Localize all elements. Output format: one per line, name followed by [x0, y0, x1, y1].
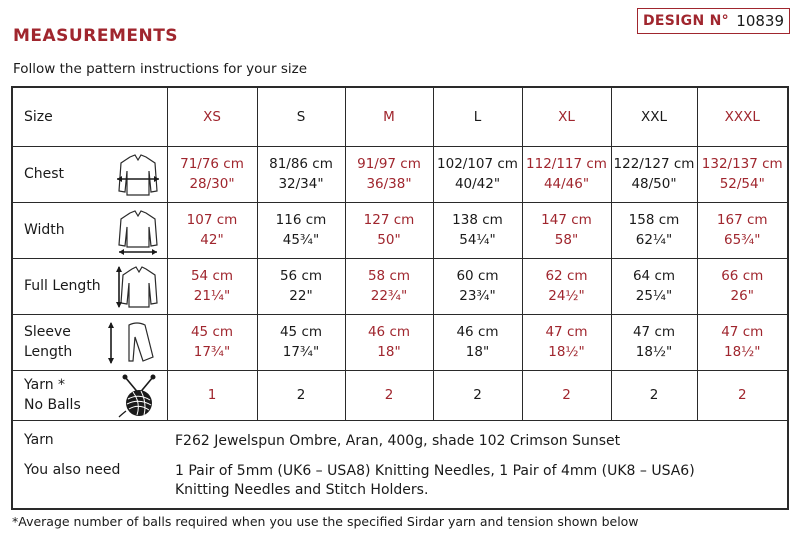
materials-section [13, 420, 787, 508]
size-cell [433, 88, 522, 146]
sleeve-length-cell [167, 314, 257, 370]
ball-count: 1 [207, 387, 217, 403]
cm-value: 46 cm [456, 324, 499, 340]
full-length-cell [433, 258, 522, 314]
size-cell [345, 88, 433, 146]
width-cell [611, 202, 697, 258]
cm-value: 147 cm [541, 212, 592, 228]
ball-count: 2 [562, 387, 571, 403]
yarn-balls-row [13, 370, 787, 420]
cm-value: 107 cm [186, 212, 238, 228]
width-cell [257, 202, 345, 258]
inch-value: 21¼" [193, 288, 231, 304]
size-cell [167, 88, 257, 146]
width-measure-icon [113, 207, 163, 255]
inch-value: 18" [465, 344, 490, 360]
inch-value: 26" [730, 288, 754, 304]
size-row [13, 88, 787, 146]
full-length-cell [257, 258, 345, 314]
inch-value: 62¼" [635, 232, 673, 248]
sleeve-length-cell [697, 314, 787, 370]
yarn-ball-icon [117, 373, 161, 419]
cm-value: 60 cm [456, 268, 499, 284]
inch-value: 36/38" [366, 176, 412, 192]
inch-value: 24½" [548, 288, 585, 304]
sleeve-length-row [13, 314, 787, 370]
width-cell [167, 202, 257, 258]
yarn-description: F262 Jewelspun Ombre, Aran, 400g, shade 102 Crimson Sunset [175, 433, 621, 449]
inch-value: 65¾" [724, 232, 761, 248]
cm-value: 64 cm [632, 268, 676, 284]
cm-value: 45 cm [279, 324, 323, 340]
chest-cell [257, 146, 345, 202]
yarn-balls-label [24, 375, 81, 415]
ball-count: 2 [649, 387, 659, 403]
yarn-balls-cell [257, 370, 345, 420]
yarn-balls-cell [433, 370, 522, 420]
cm-value: 132/137 cm [701, 156, 783, 172]
size-name: XXL [640, 108, 668, 125]
chest-cell [345, 146, 433, 202]
full-length-row-header [13, 258, 167, 314]
cm-value: 116 cm [275, 212, 327, 228]
inch-value: 48/50" [631, 176, 677, 192]
size-cell [611, 88, 697, 146]
footnote: *Average number of balls required when you use the specified Sirdar yarn and tension shown below [12, 514, 639, 529]
cm-value: 122/127 cm [613, 156, 695, 172]
full-length-cell [167, 258, 257, 314]
chest-cell [611, 146, 697, 202]
sleeve-label-line-1: Sleeve [24, 324, 71, 340]
full-length-cell [697, 258, 787, 314]
yarn-label-line-1: Yarn * [24, 377, 66, 393]
also-need-label: You also need [24, 462, 121, 478]
sleeve-length-cell [522, 314, 611, 370]
cm-value: 81/86 cm [269, 156, 333, 172]
width-cell [345, 202, 433, 258]
ball-count: 2 [737, 387, 747, 403]
size-row-header [13, 88, 167, 146]
also-need-line-2: Knitting Needles and Stitch Holders. [175, 482, 429, 498]
inch-value: 50" [377, 232, 401, 248]
sleeve-length-cell [433, 314, 522, 370]
size-name: XL [558, 108, 575, 125]
inch-value: 18½" [635, 344, 673, 360]
cm-value: 127 cm [363, 212, 415, 228]
cm-value: 138 cm [452, 212, 503, 228]
sleeve-length-cell [345, 314, 433, 370]
inch-value: 18" [377, 344, 401, 360]
inch-value: 25¼" [635, 288, 673, 304]
inch-value: 18½" [548, 344, 585, 360]
cm-value: 102/107 cm [437, 156, 518, 172]
cm-value: 66 cm [721, 268, 764, 284]
cm-value: 91/97 cm [357, 156, 421, 172]
full-length-cell [522, 258, 611, 314]
cm-value: 47 cm [721, 324, 764, 340]
ball-count: 2 [384, 387, 394, 403]
size-label: Size [24, 108, 53, 125]
yarn-balls-cell [611, 370, 697, 420]
cm-value: 58 cm [367, 268, 411, 284]
sleeve-length-label [24, 322, 72, 362]
size-cell [697, 88, 787, 146]
size-cell [257, 88, 345, 146]
chest-cell [433, 146, 522, 202]
inch-value: 22¾" [370, 288, 408, 304]
cm-value: 112/117 cm [526, 156, 607, 172]
cm-value: 167 cm [716, 212, 768, 228]
width-label: Width [24, 222, 65, 238]
cm-value: 62 cm [545, 268, 588, 284]
width-cell [697, 202, 787, 258]
chest-label: Chest [24, 166, 65, 182]
inch-value: 28/30" [189, 176, 235, 192]
cm-value: 56 cm [279, 268, 323, 284]
size-name: M [383, 108, 395, 125]
width-row-header [13, 202, 167, 258]
cm-value: 54 cm [190, 268, 234, 284]
sleeve-length-cell [257, 314, 345, 370]
also-need-line-1: 1 Pair of 5mm (UK6 – USA8) Knitting Needles, 1 Pair of 4mm (UK8 – USA6) [175, 463, 695, 479]
chest-cell [697, 146, 787, 202]
page-title: MEASUREMENTS [13, 26, 179, 46]
cm-value: 47 cm [545, 324, 588, 340]
chest-row [13, 146, 787, 202]
inch-value: 18½" [724, 344, 761, 360]
inch-value: 17¾" [193, 344, 231, 360]
size-name: S [296, 108, 306, 125]
width-cell [433, 202, 522, 258]
inch-value: 42" [200, 232, 224, 248]
yarn-balls-cell [697, 370, 787, 420]
inch-value: 58" [554, 232, 579, 248]
yarn-balls-row-header [13, 370, 167, 420]
inch-value: 17¾" [282, 344, 320, 360]
chest-cell [167, 146, 257, 202]
inch-value: 22" [289, 288, 313, 304]
size-name: XS [203, 108, 221, 125]
measurements-table [13, 88, 787, 421]
inch-value: 23¾" [459, 288, 496, 304]
inch-value: 44/46" [543, 176, 590, 192]
yarn-balls-cell [345, 370, 433, 420]
cm-value: 71/76 cm [180, 156, 244, 172]
sleeve-label-line-2: Length [24, 344, 73, 360]
yarn-label: Yarn [24, 432, 54, 448]
cm-value: 45 cm [190, 324, 234, 340]
full-length-cell [611, 258, 697, 314]
sleeve-length-cell [611, 314, 697, 370]
size-cell [522, 88, 611, 146]
cm-value: 47 cm [632, 324, 676, 340]
yarn-balls-cell [167, 370, 257, 420]
ball-count: 2 [473, 387, 482, 403]
inch-value: 40/42" [454, 176, 501, 192]
chest-cell [522, 146, 611, 202]
inch-value: 45¾" [282, 232, 320, 248]
length-measure-icon [113, 263, 163, 311]
design-number: 10839 [736, 12, 784, 30]
chest-measure-icon [113, 151, 163, 199]
inch-value: 54¼" [459, 232, 496, 248]
chest-row-header [13, 146, 167, 202]
cm-value: 46 cm [367, 324, 411, 340]
full-length-cell [345, 258, 433, 314]
measurements-frame [11, 86, 789, 510]
design-label: DESIGN N° [643, 13, 729, 29]
design-number-box [637, 8, 790, 34]
yarn-label-line-2: No Balls [24, 397, 81, 413]
subheading: Follow the pattern instructions for your size [13, 61, 308, 77]
sleeve-length-row-header [13, 314, 167, 370]
cm-value: 158 cm [628, 212, 680, 228]
full-length-row [13, 258, 787, 314]
inch-value: 32/34" [278, 176, 324, 192]
size-name: XXXL [724, 108, 760, 125]
full-length-label: Full Length [24, 278, 101, 294]
inch-value: 52/54" [719, 176, 765, 192]
width-row [13, 202, 787, 258]
sleeve-measure-icon [99, 319, 163, 367]
yarn-balls-cell [522, 370, 611, 420]
ball-count: 2 [296, 387, 306, 403]
width-cell [522, 202, 611, 258]
size-name: L [473, 108, 482, 125]
